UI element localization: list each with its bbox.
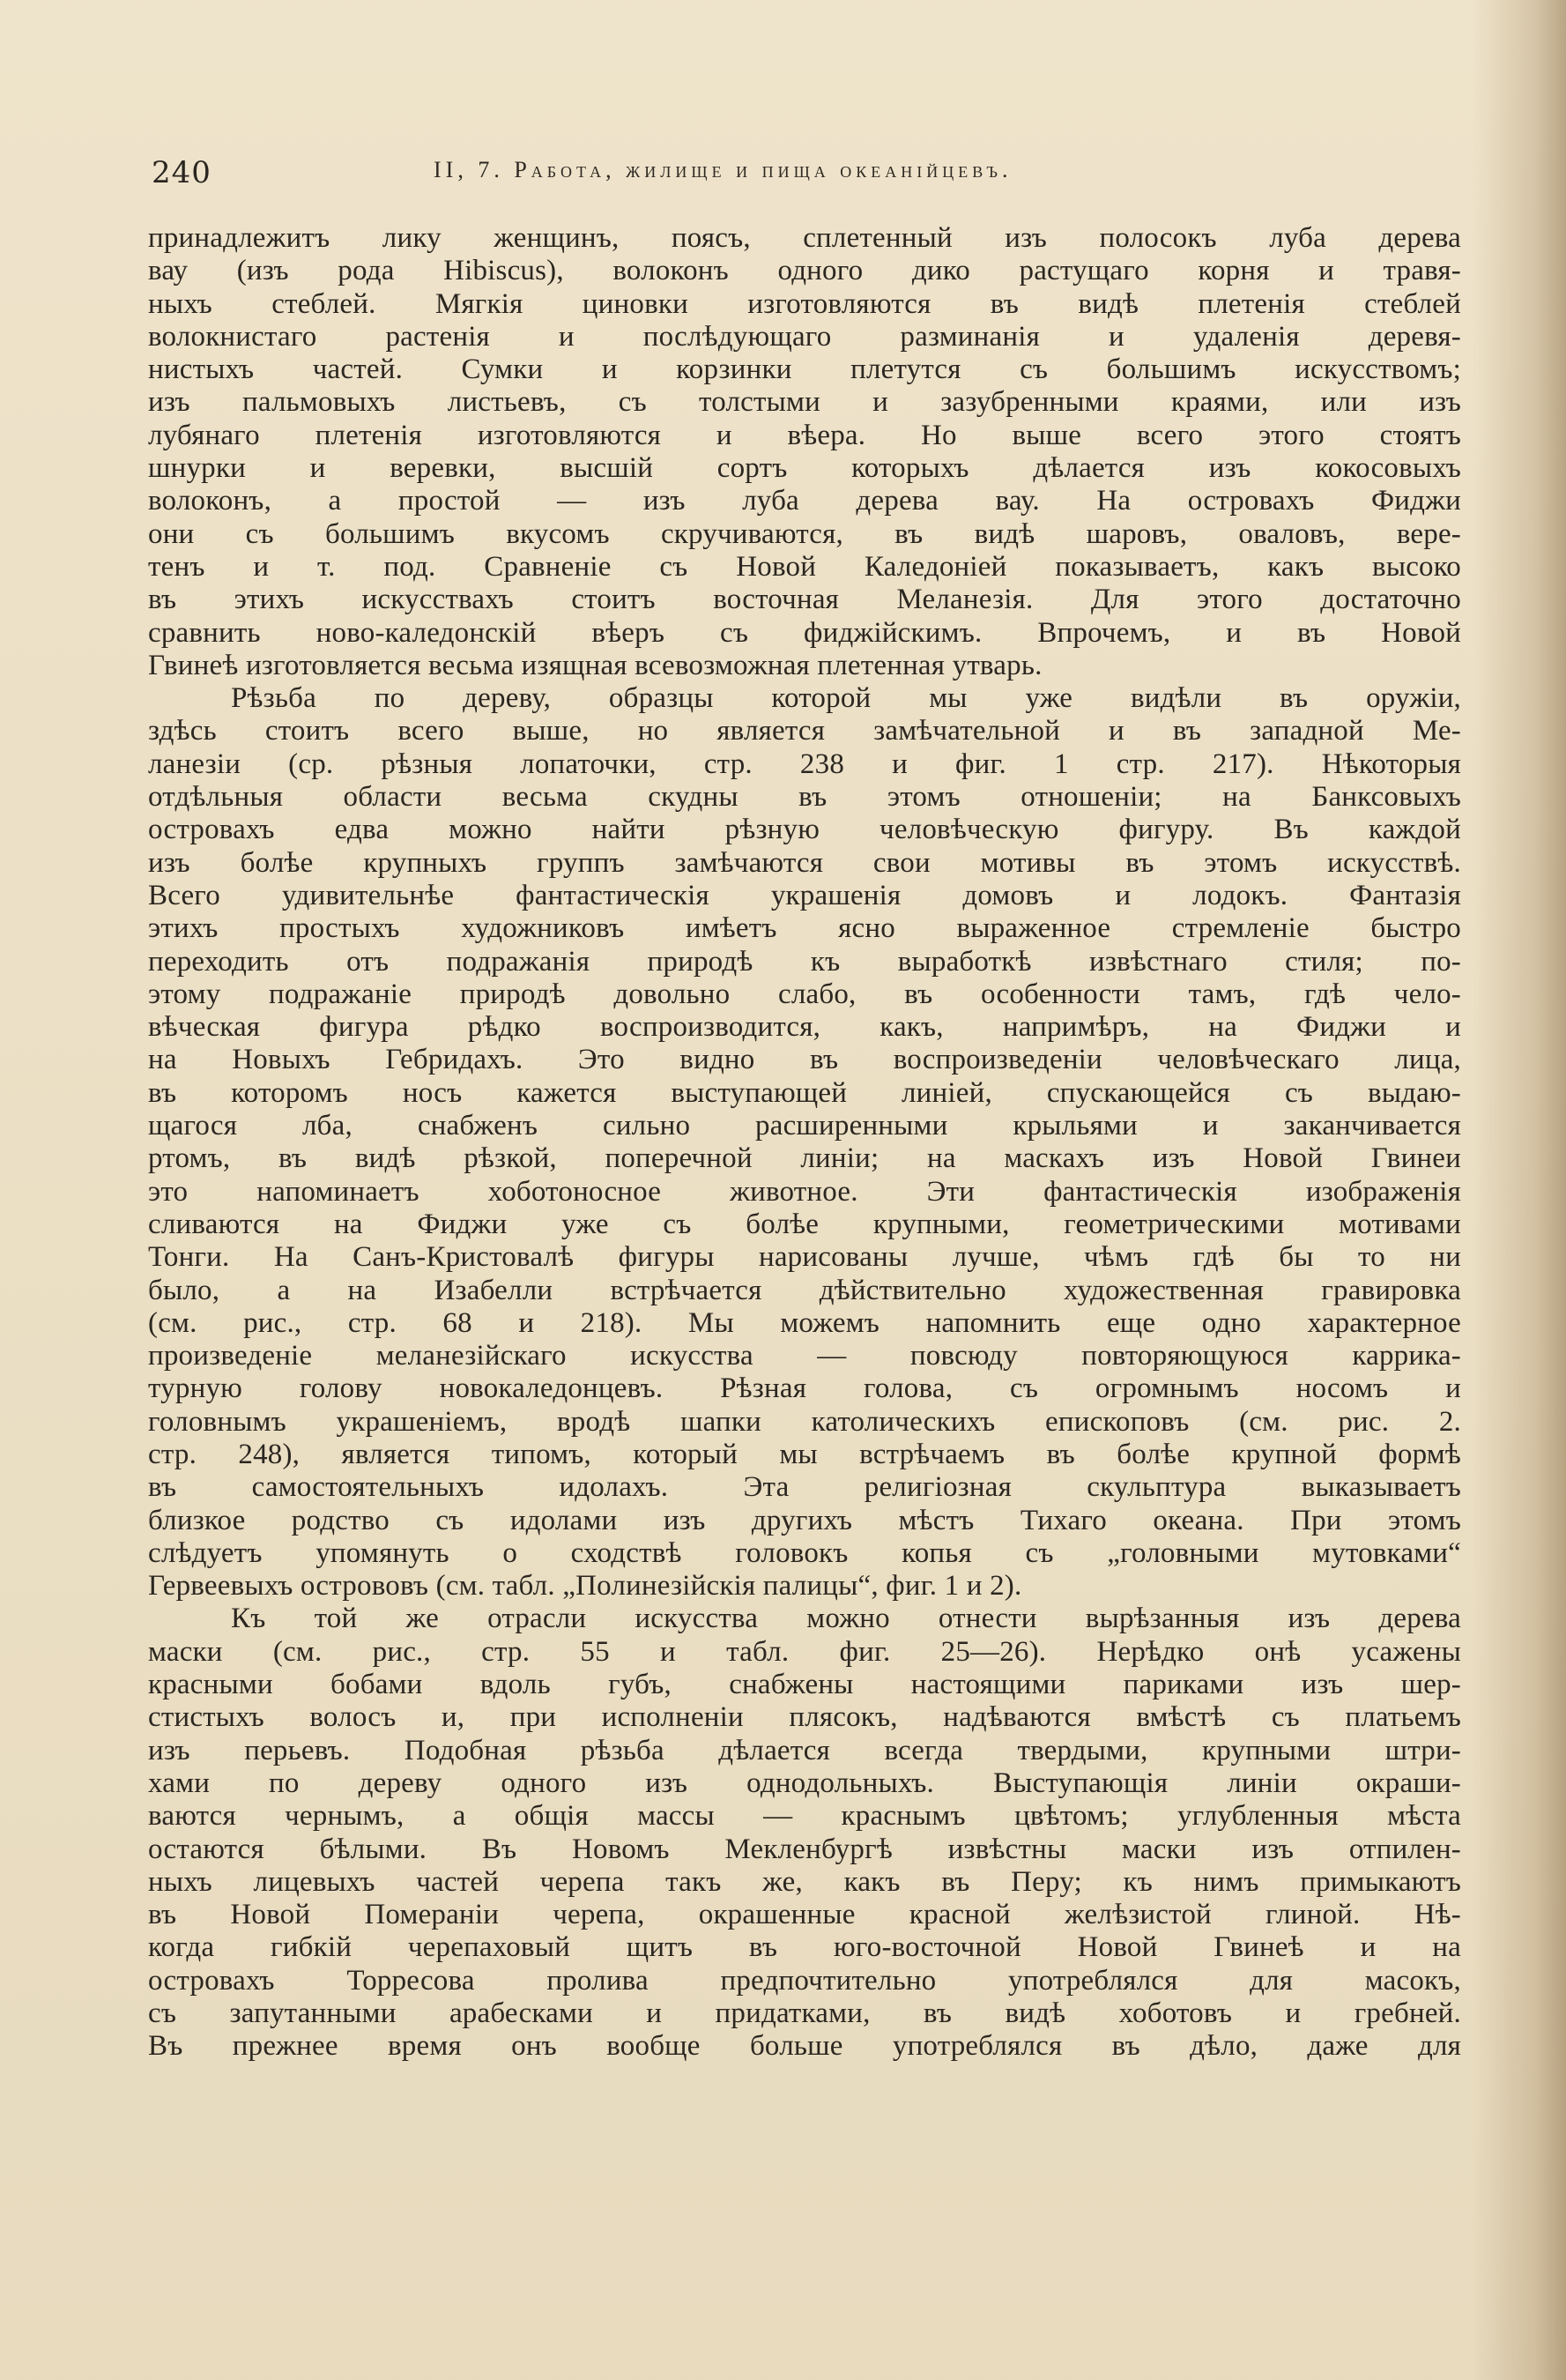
text-line: близкое родство съ идолами изъ другихъ мѣстъ Тихаго океана. При этомъ: [148, 1504, 1461, 1536]
text-line: это напоминаетъ хоботоносное животное. Эти фантастическія изображенія: [148, 1175, 1461, 1208]
text-line: этому подражаніе природѣ довольно слабо, въ особенности тамъ, гдѣ чело-: [148, 978, 1461, 1010]
text-line: турную голову новокаледонцевъ. Рѣзная голова, съ огромнымъ носомъ и: [148, 1372, 1461, 1405]
text-line: изъ болѣе крупныхъ группъ замѣчаются свои мотивы въ этомъ искусствѣ.: [148, 846, 1461, 879]
text-line: изъ пальмовыхъ листьевъ, съ толстыми и зазубренными краями, или изъ: [148, 386, 1461, 419]
text-line: островахъ едва можно найти рѣзную человѣческую фигуру. Въ каждой: [148, 814, 1461, 846]
text-line: головнымъ украшеніемъ, вродѣ шапки католическихъ епископовъ (см. рис. 2.: [148, 1405, 1461, 1438]
body-text: [148, 222, 1461, 2064]
text-line: ныхъ лицевыхъ частей черепа такъ же, какъ въ Перу; къ нимъ примыкаютъ: [148, 1865, 1461, 1898]
text-line: Гвинеѣ изготовляется весьма изящная всевозможная плетенная утварь.: [148, 649, 1043, 681]
text-line: Тонги. На Санъ-Кристовалѣ фигуры нарисованы лучше, чѣмъ гдѣ бы то ни: [148, 1241, 1461, 1274]
text-line: они съ большимъ вкусомъ скручиваются, въ видѣ шаровъ, оваловъ, вере-: [148, 517, 1461, 550]
text-line: ныхъ стеблей. Мягкія циновки изготовляются въ видѣ плетенія стеблей: [148, 287, 1461, 320]
paragraph-start-line: Къ той же отрасли искусства можно отнести вырѣзанныя изъ дерева: [231, 1603, 1461, 1635]
text-line: Гервеевыхъ острововъ (см. табл. „Полинезійскія палицы“, фиг. 1 и 2).: [148, 1570, 1022, 1603]
text-line: произведеніе меланезійскаго искусства — повсюду повторяющуюся каррика-: [148, 1340, 1461, 1372]
text-line: сравнить ново-каледонскій вѣеръ съ фиджійскимъ. Впрочемъ, и въ Новой: [148, 616, 1461, 649]
text-line: (см. рис., стр. 68 и 218). Мы можемъ напомнить еще одно характерное: [148, 1306, 1461, 1339]
text-line: островахъ Торресова пролива предпочтительно употреблялся для масокъ,: [148, 1964, 1461, 1997]
paragraph-start-line: Рѣзьба по дереву, образцы которой мы уже видѣли въ оружіи,: [231, 682, 1461, 715]
text-line: нистыхъ частей. Сумки и корзинки плетутся съ большимъ искусствомъ;: [148, 353, 1461, 386]
page-number: 240: [152, 155, 212, 190]
text-line: стистыхъ волосъ и, при исполненіи плясокъ, надѣваются вмѣстѣ съ платьемъ: [148, 1701, 1461, 1734]
text-line: въ Новой Помераніи черепа, окрашенные красной желѣзистой глиной. Нѣ-: [148, 1899, 1461, 1931]
text-line: щагося лба, снабженъ сильно расширенными крыльями и заканчивается: [148, 1110, 1461, 1142]
text-line: изъ перьевъ. Подобная рѣзьба дѣлается всегда твердыми, крупными штри-: [148, 1734, 1461, 1766]
text-line: въ которомъ носъ кажется выступающей линіей, спускающейся съ выдаю-: [148, 1076, 1461, 1109]
text-line: остаются бѣлыми. Въ Новомъ Мекленбургѣ извѣстны маски изъ отпилен-: [148, 1833, 1461, 1865]
text-line: Всего удивительнѣе фантастическія украшенія домовъ и лодокъ. Фантазія: [148, 879, 1461, 911]
text-line: тенъ и т. под. Сравненіе съ Новой Каледоніей показываетъ, какъ высоко: [148, 550, 1461, 583]
text-line: здѣсь стоитъ всего выше, но является замѣчательной и въ западной Ме-: [148, 715, 1461, 747]
text-line: съ запутанными арабесками и придатками, въ видѣ хоботовъ и гребней.: [148, 1997, 1461, 2030]
text-line: слѣдуетъ упомянуть о сходствѣ головокъ копья съ „головными мутовками“: [148, 1536, 1461, 1569]
text-line: этихъ простыхъ художниковъ имѣетъ ясно выраженное стремленіе быстро: [148, 912, 1461, 945]
text-line: вѣческая фигура рѣдко воспроизводится, какъ, напримѣръ, на Фиджи и: [148, 1011, 1461, 1044]
text-line: принадлежитъ лику женщинъ, поясъ, сплетенный изъ полосокъ луба дерева: [148, 222, 1461, 254]
running-head: II, 7. Работа, жилище и пища океанійцевъ.: [434, 157, 1013, 182]
text-line: ртомъ, въ видѣ рѣзкой, поперечной линіи; на маскахъ изъ Новой Гвинеи: [148, 1142, 1461, 1175]
text-line: сливаются на Фиджи уже съ болѣе крупными, геометрическими мотивами: [148, 1208, 1461, 1240]
text-line: волокнистаго растенія и послѣдующаго разминанія и удаленія деревя-: [148, 320, 1461, 353]
text-line: вау (изъ рода Hibiscus), волоконъ одного дико растущаго корня и травя-: [148, 255, 1461, 287]
text-line: отдѣльныя области весьма скудны въ этомъ отношеніи; на Банксовыхъ: [148, 781, 1461, 814]
text-line: волоконъ, а простой — изъ луба дерева вау. На островахъ Фиджи: [148, 485, 1461, 517]
text-line: маски (см. рис., стр. 55 и табл. фиг. 25—26). Нерѣдко онѣ усажены: [148, 1635, 1461, 1668]
text-line: переходить отъ подражанія природѣ къ выработкѣ извѣстнаго стиля; по-: [148, 945, 1461, 978]
text-line: лубянаго плетенія изготовляются и вѣера. Но выше всего этого стоятъ: [148, 419, 1461, 451]
text-line: Въ прежнее время онъ вообще больше употреблялся въ дѣло, даже для: [148, 2030, 1461, 2063]
text-line: ланезіи (ср. рѣзныя лопаточки, стр. 238 и фиг. 1 стр. 217). Нѣкоторыя: [148, 747, 1461, 780]
text-line: шнурки и веревки, высшій сортъ которыхъ дѣлается изъ кокосовыхъ: [148, 452, 1461, 485]
text-line: ваются чернымъ, а общія массы — краснымъ цвѣтомъ; углубленныя мѣста: [148, 1800, 1461, 1833]
text-line: на Новыхъ Гебридахъ. Это видно въ воспроизведеніи человѣческаго лица,: [148, 1044, 1461, 1076]
text-line: въ этихъ искусствахъ стоитъ восточная Меланезія. Для этого достаточно: [148, 584, 1461, 616]
text-line: въ самостоятельныхъ идолахъ. Эта религіозная скульптура выказываетъ: [148, 1471, 1461, 1504]
text-line: когда гибкій черепаховый щитъ въ юго-восточной Новой Гвинеѣ и на: [148, 1931, 1461, 1964]
text-line: было, а на Изабелли встрѣчается дѣйствительно художественная гравировка: [148, 1274, 1461, 1306]
page-header: [152, 150, 1465, 194]
text-line: хами по дереву одного изъ однодольныхъ. Выступающія линіи окраши-: [148, 1766, 1461, 1799]
text-line: стр. 248), является типомъ, который мы встрѣчаемъ въ болѣе крупной формѣ: [148, 1438, 1461, 1470]
text-line: красными бобами вдоль губъ, снабжены настоящими париками изъ шер-: [148, 1669, 1461, 1701]
